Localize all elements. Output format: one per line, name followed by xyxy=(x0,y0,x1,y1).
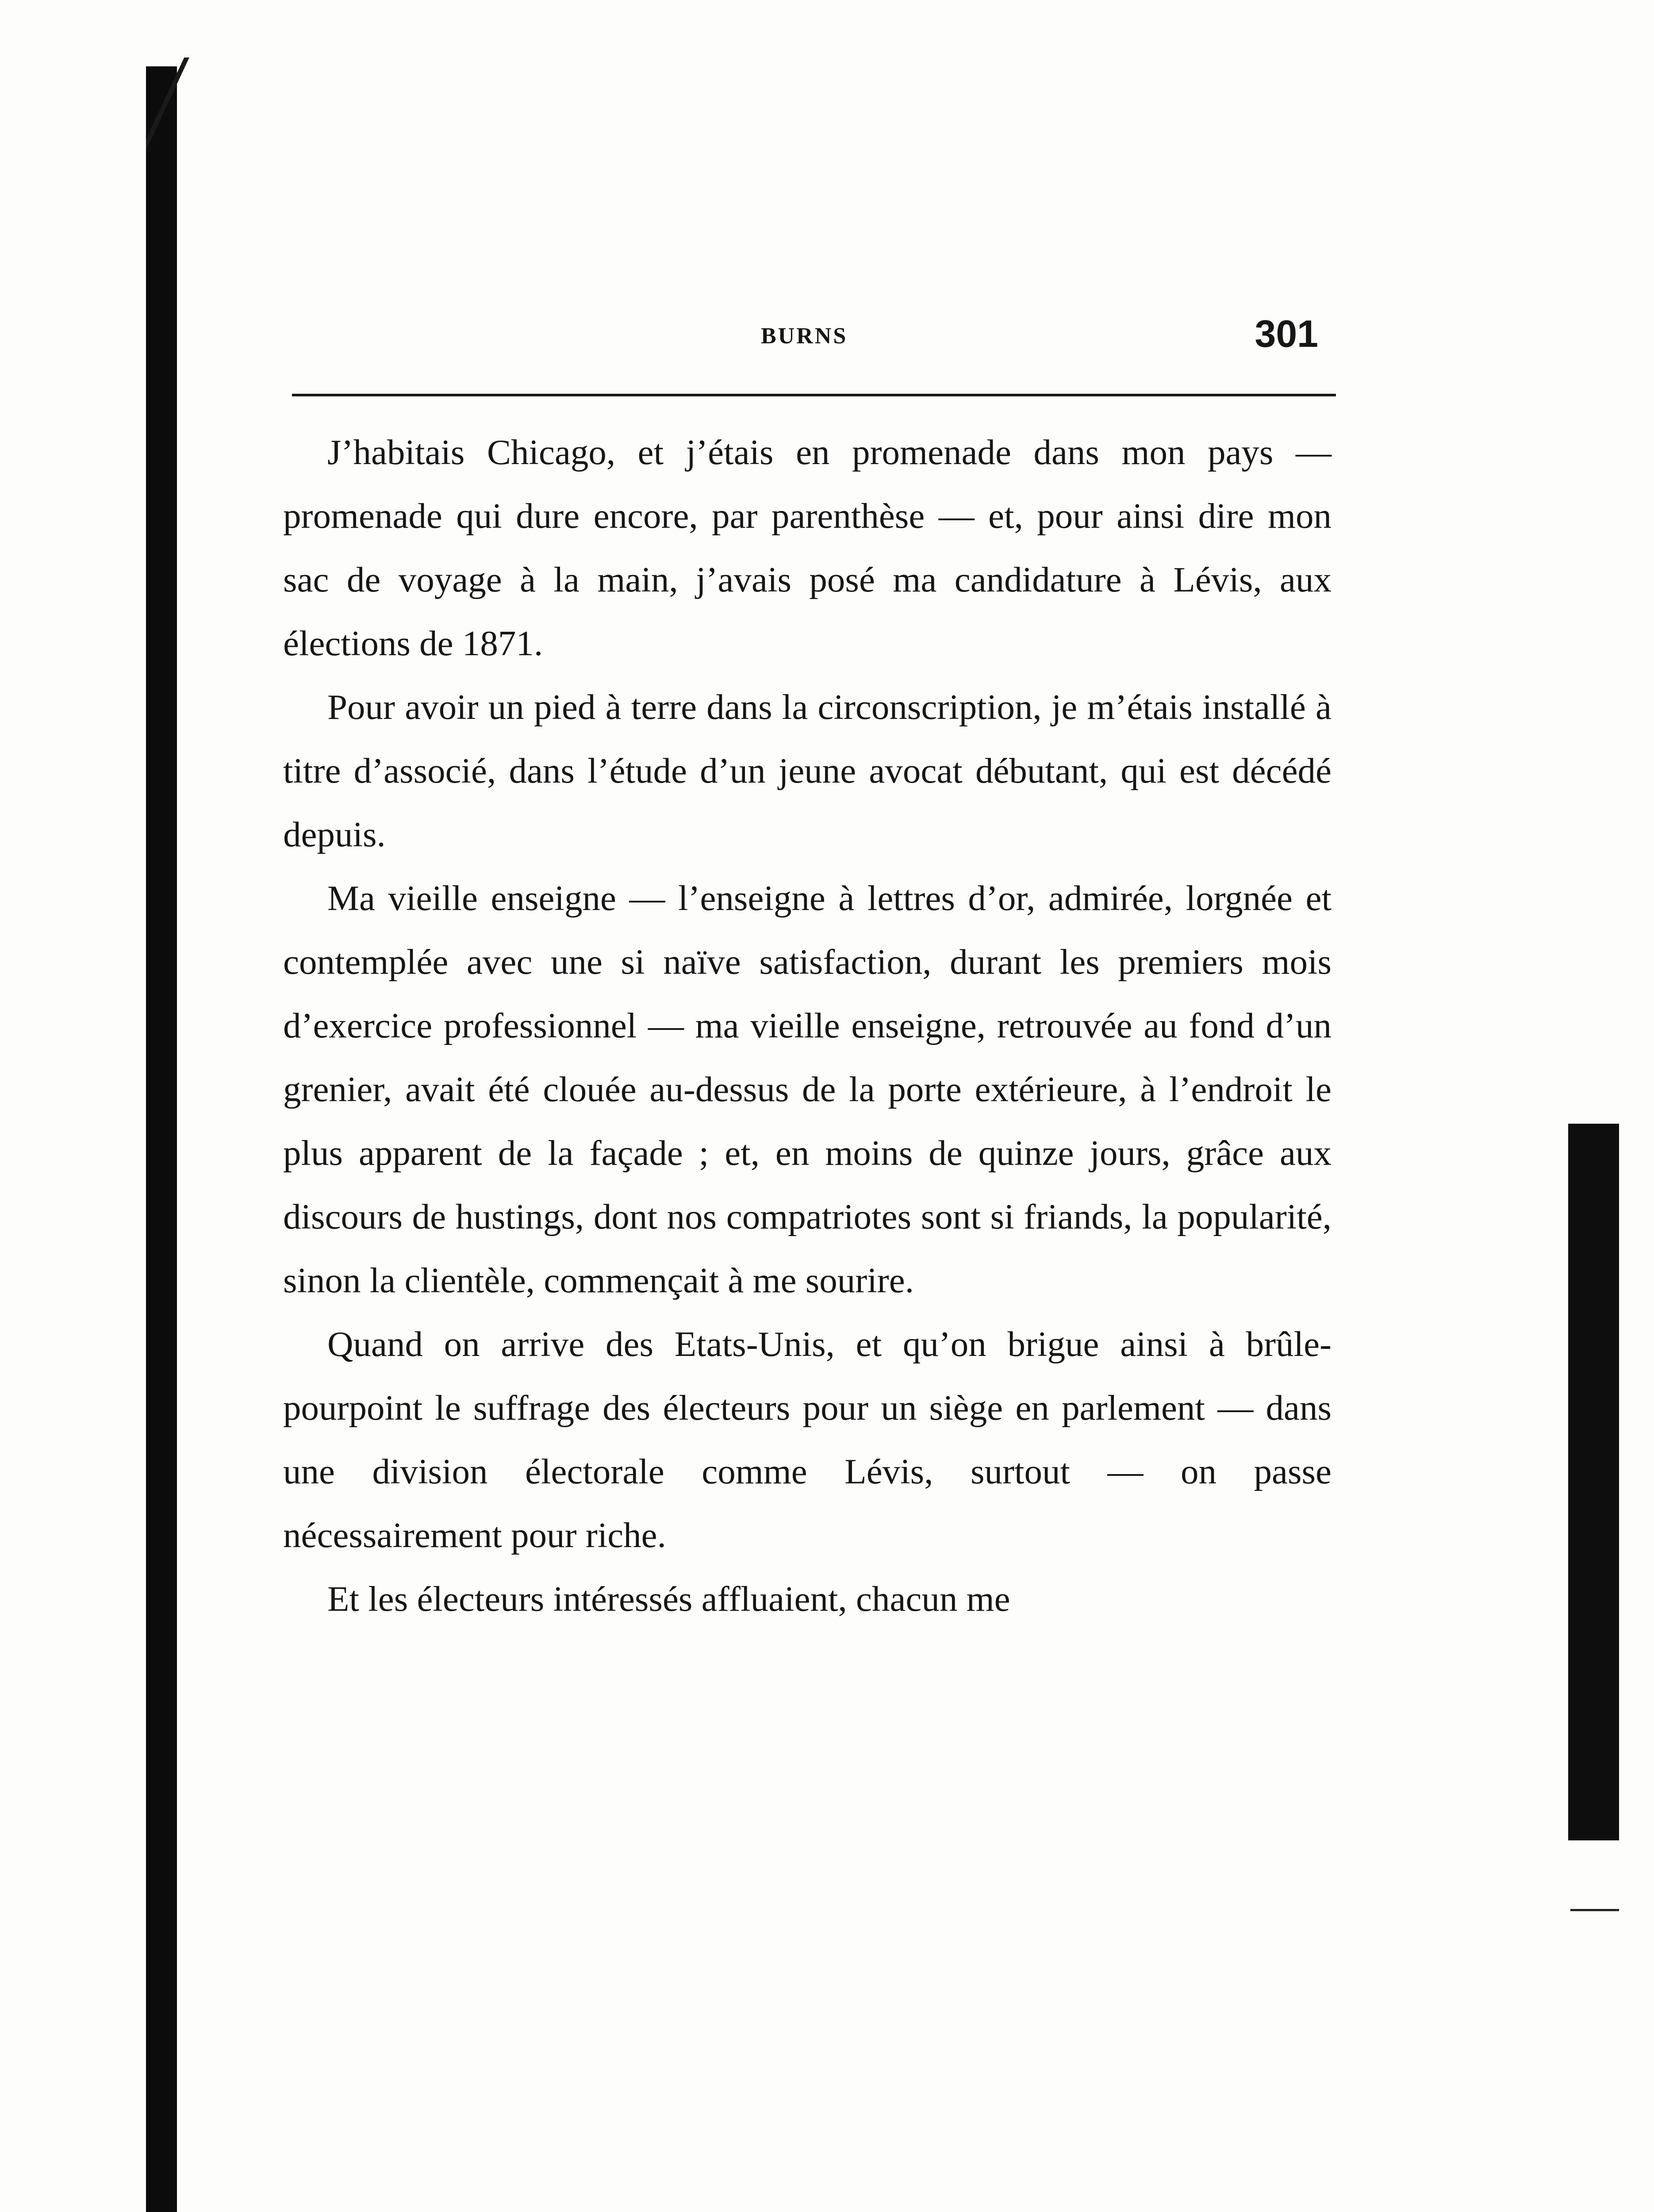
paragraph-3: Ma vieille enseigne — l’enseigne à lettres d’or, admirée, lorgnée et contemplée avec une si naïve satisfaction, durant les premiers mois d’exercice professionnel — ma vieille enseigne, retrouvée au fond d’un grenier, avait été clouée au-dessus de la porte extérieure, à l’endroit le plus apparent de la façade ; et, en moins de quinze jours, grâce aux discours de hustings, dont nos compatriotes sont si friands, la popularité, sinon la clientèle, commençait à me sourire. xyxy=(283,878,1332,1300)
paragraph-1: J’habitais Chicago, et j’étais en promenade dans mon pays — promenade qui dure encore, par parenthèse — et, pour ainsi dire mon sac de voyage à la main, j’avais posé ma candidature à Lévis, aux élections de 1871. xyxy=(283,432,1332,663)
body-text xyxy=(283,420,1332,1631)
running-title: BURNS xyxy=(761,323,848,349)
running-head xyxy=(283,310,1336,363)
paragraph-5: Et les électeurs intéressés affluaient, chacun me xyxy=(327,1579,1010,1619)
header-rule xyxy=(292,394,1336,396)
scan-edge-mark xyxy=(1570,1909,1619,1911)
paragraph-4: Quand on arrive des Etats-Unis, et qu’on brigue ainsi à brûle-pourpoint le suffrage des électeurs pour un siège en parlement — dans une division électorale comme Lévis, surtout — on passe nécessairement pour riche. xyxy=(283,1324,1332,1555)
binding-shadow xyxy=(146,66,177,2212)
binding-edge xyxy=(146,58,199,217)
paragraph-2: Pour avoir un pied à terre dans la circonscription, je m’étais installé à titre d’associé, dans l’étude d’un jeune avocat débutant, qui est décédé depuis. xyxy=(283,687,1332,854)
page-number: 301 xyxy=(1255,313,1318,355)
scan-edge-bar xyxy=(1568,1124,1619,1840)
